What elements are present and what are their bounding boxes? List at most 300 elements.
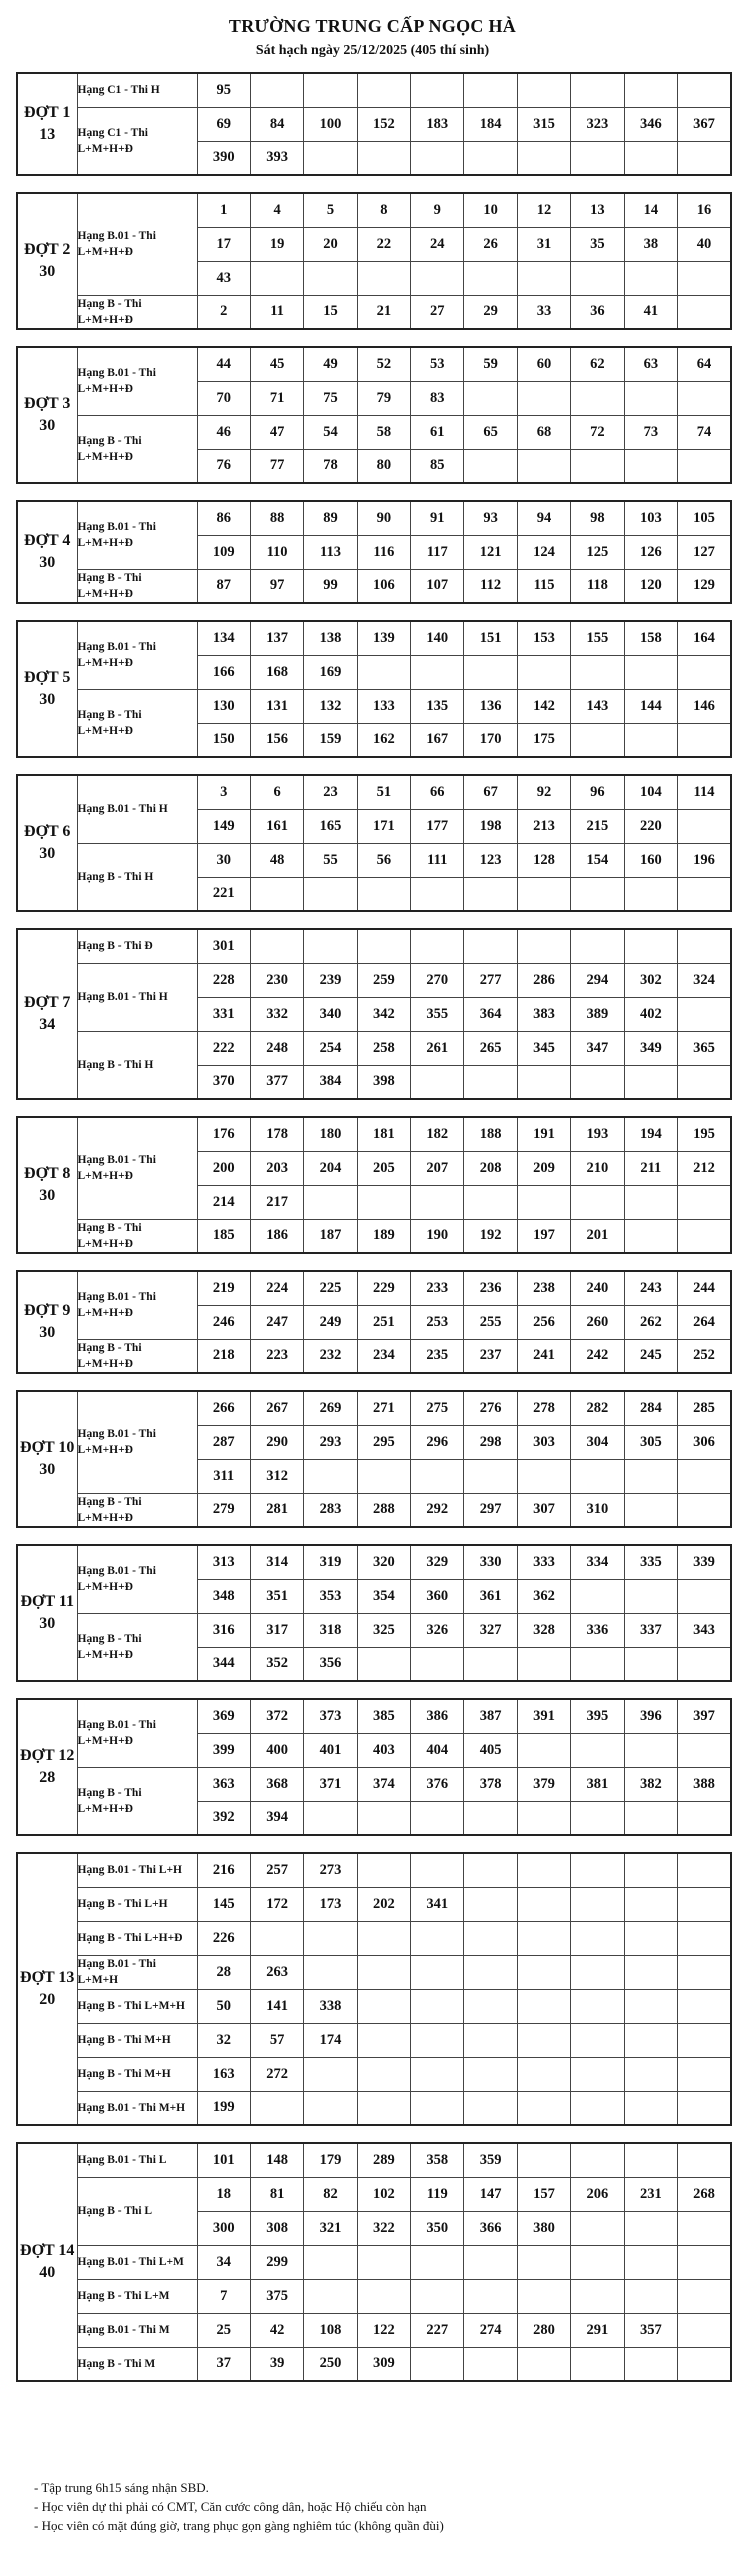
candidate-number: 317 [250,1613,303,1647]
candidate-number: 253 [411,1305,464,1339]
candidate-number: 343 [678,1613,731,1647]
candidate-number [357,1459,410,1493]
candidate-number: 284 [624,1391,677,1425]
candidate-number: 376 [411,1767,464,1801]
candidate-number: 139 [357,621,410,655]
candidate-number: 82 [304,2177,357,2211]
candidate-number: 357 [624,2313,677,2347]
candidate-number [304,877,357,911]
candidate-number: 335 [624,1545,677,1579]
session-cell [17,1117,77,1253]
candidate-number: 201 [571,1219,624,1253]
candidate-number: 60 [517,347,570,381]
session-table [16,1698,732,1836]
candidate-number: 114 [678,775,731,809]
candidate-number: 320 [357,1545,410,1579]
candidate-number: 377 [250,1065,303,1099]
class-label: Hạng B.01 - Thi L+M+H+Đ [77,1699,197,1767]
candidate-number: 387 [464,1699,517,1733]
candidate-number: 13 [571,193,624,227]
candidate-number: 323 [571,107,624,141]
page-title: TRƯỜNG TRUNG CẤP NGỌC HÀ [228,16,517,36]
candidate-number: 287 [197,1425,250,1459]
candidate-number [304,929,357,963]
candidate-number: 19 [250,227,303,261]
candidate-number: 178 [250,1117,303,1151]
candidate-number: 153 [517,621,570,655]
candidate-number [517,2245,570,2279]
candidate-number [517,2057,570,2091]
table-row [17,1955,731,1989]
candidate-number: 230 [250,963,303,997]
candidate-number [571,1921,624,1955]
session-table [16,774,732,912]
session-table [16,500,732,604]
candidate-number [411,1955,464,1989]
candidate-number: 150 [197,723,250,757]
class-label: Hạng B.01 - Thi M [77,2313,197,2347]
session-name: ĐỢT 13 [20,1969,75,1986]
candidate-number: 307 [517,1493,570,1527]
candidate-number: 89 [304,501,357,535]
candidate-number: 111 [411,843,464,877]
candidate-number [411,73,464,107]
candidate-number: 215 [571,809,624,843]
candidate-number [571,449,624,483]
candidate-number [678,1801,731,1835]
class-label: Hạng B.01 - Thi H [77,775,197,843]
candidate-number [624,1801,677,1835]
candidate-number [624,1647,677,1681]
candidate-number: 27 [411,295,464,329]
candidate-number: 224 [250,1271,303,1305]
candidate-number [250,73,303,107]
candidate-number: 146 [678,689,731,723]
candidate-number: 288 [357,1493,410,1527]
candidate-number [304,1185,357,1219]
candidate-number: 103 [624,501,677,535]
candidate-number: 352 [250,1647,303,1681]
candidate-number: 196 [678,843,731,877]
candidate-number: 95 [197,73,250,107]
class-label: Hạng B - Thi L+M+H+Đ [77,295,197,329]
candidate-number: 355 [411,997,464,1031]
candidate-number [624,1065,677,1099]
candidate-number: 240 [571,1271,624,1305]
candidate-number [624,1733,677,1767]
candidate-number: 77 [250,449,303,483]
candidate-number: 107 [411,569,464,603]
session-cell [17,1545,77,1681]
candidate-number: 405 [464,1733,517,1767]
candidate-number [678,381,731,415]
candidate-number: 258 [357,1031,410,1065]
candidate-number: 259 [357,963,410,997]
class-label: Hạng B.01 - Thi L+M+H+Đ [77,1391,197,1493]
candidate-number: 225 [304,1271,357,1305]
candidate-number: 380 [517,2211,570,2245]
candidate-number: 90 [357,501,410,535]
candidate-number [357,261,410,295]
candidate-number [357,2279,410,2313]
candidate-number: 326 [411,1613,464,1647]
candidate-number: 269 [304,1391,357,1425]
candidate-number: 363 [197,1767,250,1801]
candidate-number [678,1219,731,1253]
candidate-number: 222 [197,1031,250,1065]
candidate-number [464,141,517,175]
candidate-number: 379 [517,1767,570,1801]
candidate-number [571,2023,624,2057]
table-row [17,963,731,997]
candidate-number: 229 [357,1271,410,1305]
candidate-number: 311 [197,1459,250,1493]
candidate-number [517,261,570,295]
candidate-number: 105 [678,501,731,535]
candidate-number: 256 [517,1305,570,1339]
table-row [17,501,731,535]
candidate-number [411,2245,464,2279]
candidate-number: 127 [678,535,731,569]
candidate-number: 24 [411,227,464,261]
candidate-number [571,1733,624,1767]
candidate-number [411,2091,464,2125]
session-cell [17,621,77,757]
class-label: Hạng B - Thi L+M [77,2279,197,2313]
candidate-number [464,2347,517,2381]
candidate-number [571,141,624,175]
candidate-number [571,2091,624,2125]
session-table [16,192,732,330]
candidate-number: 234 [357,1339,410,1373]
candidate-number: 109 [197,535,250,569]
candidate-number: 135 [411,689,464,723]
table-row [17,1921,731,1955]
candidate-number [624,2347,677,2381]
candidate-number: 118 [571,569,624,603]
candidate-number: 108 [304,2313,357,2347]
candidate-number [571,2211,624,2245]
class-label: Hạng B - Thi L+M+H+Đ [77,1339,197,1373]
session-cell [17,2143,77,2381]
candidate-number: 272 [250,2057,303,2091]
candidate-number: 356 [304,1647,357,1681]
class-label: Hạng B.01 - Thi M+H [77,2091,197,2125]
candidate-number: 273 [304,1853,357,1887]
candidate-number [678,2143,731,2177]
candidate-number: 66 [411,775,464,809]
candidate-number: 338 [304,1989,357,2023]
candidate-number: 349 [624,1031,677,1065]
candidate-number: 260 [571,1305,624,1339]
session-name: ĐỢT 11 [20,1593,74,1610]
candidate-number: 274 [464,2313,517,2347]
candidate-number [678,1733,731,1767]
candidate-number: 20 [304,227,357,261]
candidate-number: 106 [357,569,410,603]
candidate-number [464,2279,517,2313]
candidate-number: 73 [624,415,677,449]
candidate-number: 270 [411,963,464,997]
candidate-number [571,1989,624,2023]
page-subtitle: Sát hạch ngày 25/12/2025 (405 thí sinh) [255,43,490,58]
table-row [17,843,731,877]
candidate-number: 52 [357,347,410,381]
candidate-number [304,261,357,295]
candidate-number: 389 [571,997,624,1031]
candidate-number [464,1853,517,1887]
candidate-number: 51 [357,775,410,809]
session-cell [17,1391,77,1527]
candidate-number: 384 [304,1065,357,1099]
candidate-number: 231 [624,2177,677,2211]
class-label: Hạng B.01 - Thi L+M+H+Đ [77,1271,197,1339]
candidate-number [571,381,624,415]
table-row [17,2177,731,2211]
table-row [17,775,731,809]
candidate-number [411,1853,464,1887]
candidate-number [464,1647,517,1681]
candidate-number: 369 [197,1699,250,1733]
candidate-number: 69 [197,107,250,141]
candidate-number: 303 [517,1425,570,1459]
candidate-number [357,1647,410,1681]
candidate-number: 278 [517,1391,570,1425]
candidate-number: 375 [250,2279,303,2313]
candidate-number: 75 [304,381,357,415]
candidate-number [678,2023,731,2057]
class-label: Hạng B - Thi L+M+H+Đ [77,1219,197,1253]
candidate-number: 336 [571,1613,624,1647]
candidate-number: 211 [624,1151,677,1185]
candidate-number [624,1493,677,1527]
candidate-number: 161 [250,809,303,843]
candidate-number: 42 [250,2313,303,2347]
table-row [17,2245,731,2279]
candidate-number: 45 [250,347,303,381]
candidate-number [357,1955,410,1989]
candidate-number: 162 [357,723,410,757]
candidate-number: 290 [250,1425,303,1459]
candidate-number: 144 [624,689,677,723]
candidate-number: 252 [678,1339,731,1373]
candidate-number: 91 [411,501,464,535]
candidate-number: 227 [411,2313,464,2347]
candidate-number: 265 [464,1031,517,1065]
candidate-number [624,2143,677,2177]
candidate-number [624,1579,677,1613]
session-cell [17,347,77,483]
candidate-number: 325 [357,1613,410,1647]
class-label: Hạng B.01 - Thi L+M [77,2245,197,2279]
candidate-number [411,877,464,911]
candidate-number: 245 [624,1339,677,1373]
class-label: Hạng B - Thi Đ [77,929,197,963]
class-label: Hạng B - Thi L+M+H+Đ [77,569,197,603]
candidate-number: 353 [304,1579,357,1613]
candidate-number: 80 [357,449,410,483]
session-cell [17,1853,77,2125]
candidate-number: 65 [464,415,517,449]
candidate-number: 292 [411,1493,464,1527]
candidate-number: 221 [197,877,250,911]
candidate-number: 134 [197,621,250,655]
candidate-number [517,2347,570,2381]
candidate-number [571,1887,624,1921]
candidate-number: 115 [517,569,570,603]
table-row [17,2057,731,2091]
candidate-number: 208 [464,1151,517,1185]
candidate-number [624,141,677,175]
candidate-number: 29 [464,295,517,329]
candidate-number [517,1647,570,1681]
candidate-number: 71 [250,381,303,415]
class-label: Hạng B.01 - Thi L+M+H+Đ [77,193,197,295]
candidate-number [624,2057,677,2091]
class-label: Hạng B - Thi M+H [77,2023,197,2057]
candidate-number [678,929,731,963]
candidate-number [624,1853,677,1887]
candidate-number [678,877,731,911]
notes [34,2478,734,2535]
candidate-number [678,1989,731,2023]
candidate-number: 291 [571,2313,624,2347]
candidate-number [678,1185,731,1219]
table-row [17,929,731,963]
candidate-number [411,141,464,175]
class-label: Hạng B - Thi L+H [77,1887,197,1921]
candidate-number: 119 [411,2177,464,2211]
class-label: Hạng B - Thi H [77,843,197,911]
candidate-number: 179 [304,2143,357,2177]
candidate-number: 155 [571,621,624,655]
candidate-number: 247 [250,1305,303,1339]
candidate-number: 268 [678,2177,731,2211]
table-row [17,1613,731,1647]
candidate-number: 159 [304,723,357,757]
session-table [16,620,732,758]
candidate-number: 68 [517,415,570,449]
candidate-number: 313 [197,1545,250,1579]
candidate-number: 56 [357,843,410,877]
candidate-number: 7 [197,2279,250,2313]
candidate-number: 210 [571,1151,624,1185]
candidate-number: 189 [357,1219,410,1253]
candidate-number: 348 [197,1579,250,1613]
candidate-number: 25 [197,2313,250,2347]
candidate-number: 180 [304,1117,357,1151]
candidate-number: 327 [464,1613,517,1647]
candidate-number [571,1955,624,1989]
candidate-number [571,261,624,295]
candidate-number [250,261,303,295]
candidate-number: 302 [624,963,677,997]
candidate-number: 368 [250,1767,303,1801]
session-count: 30 [39,263,56,280]
table-row [17,1767,731,1801]
table-row [17,1117,731,1151]
table-row [17,1989,731,2023]
candidate-number: 132 [304,689,357,723]
candidate-number [411,1801,464,1835]
session-name: ĐỢT 6 [24,823,71,840]
table-row [17,2347,731,2381]
candidate-number: 277 [464,963,517,997]
candidate-number: 382 [624,1767,677,1801]
candidate-number: 120 [624,569,677,603]
session-name: ĐỢT 5 [24,669,71,686]
candidate-number [304,73,357,107]
session-count: 30 [39,554,56,571]
candidate-number: 185 [197,1219,250,1253]
candidate-number [357,877,410,911]
candidate-number: 182 [411,1117,464,1151]
candidate-number: 156 [250,723,303,757]
candidate-number [517,1921,570,1955]
candidate-number [624,1185,677,1219]
candidate-number [357,2091,410,2125]
candidate-number [517,1459,570,1493]
candidate-number [571,877,624,911]
candidate-number [411,2023,464,2057]
candidate-number [250,1921,303,1955]
candidate-number: 191 [517,1117,570,1151]
candidate-number: 344 [197,1647,250,1681]
candidate-number: 98 [571,501,624,535]
candidate-number: 281 [250,1493,303,1527]
table-row [17,2023,731,2057]
candidate-number [411,261,464,295]
candidate-number [571,1801,624,1835]
candidate-number [624,1219,677,1253]
candidate-number: 61 [411,415,464,449]
candidate-number [464,1955,517,1989]
candidate-number: 149 [197,809,250,843]
candidate-number [624,2211,677,2245]
session-cell [17,929,77,1099]
candidate-number: 330 [464,1545,517,1579]
candidate-number: 15 [304,295,357,329]
candidate-number [517,1733,570,1767]
candidate-number [304,1921,357,1955]
session-table [16,2142,732,2382]
candidate-number: 350 [411,2211,464,2245]
note-line: - Học viên dự thi phải có CMT, Căn cước công dân, hoặc Hộ chiếu còn hạn [34,2499,427,2514]
candidate-number [464,1065,517,1099]
candidate-number: 214 [197,1185,250,1219]
candidate-number [678,655,731,689]
candidate-number: 220 [624,809,677,843]
table-row [17,1339,731,1373]
table-row [17,1699,731,1733]
candidate-number: 361 [464,1579,517,1613]
candidate-number [517,1887,570,1921]
candidate-number [464,2057,517,2091]
candidate-number: 388 [678,1767,731,1801]
candidate-number: 332 [250,997,303,1031]
candidate-number: 396 [624,1699,677,1733]
class-label: Hạng B - Thi L+M+H+Đ [77,689,197,757]
candidate-number: 170 [464,723,517,757]
candidate-number [250,2091,303,2125]
candidate-number: 158 [624,621,677,655]
candidate-number: 282 [571,1391,624,1425]
candidate-number [678,2057,731,2091]
candidate-number: 243 [624,1271,677,1305]
session-cell [17,1699,77,1835]
candidate-number [304,2057,357,2091]
candidate-number: 54 [304,415,357,449]
